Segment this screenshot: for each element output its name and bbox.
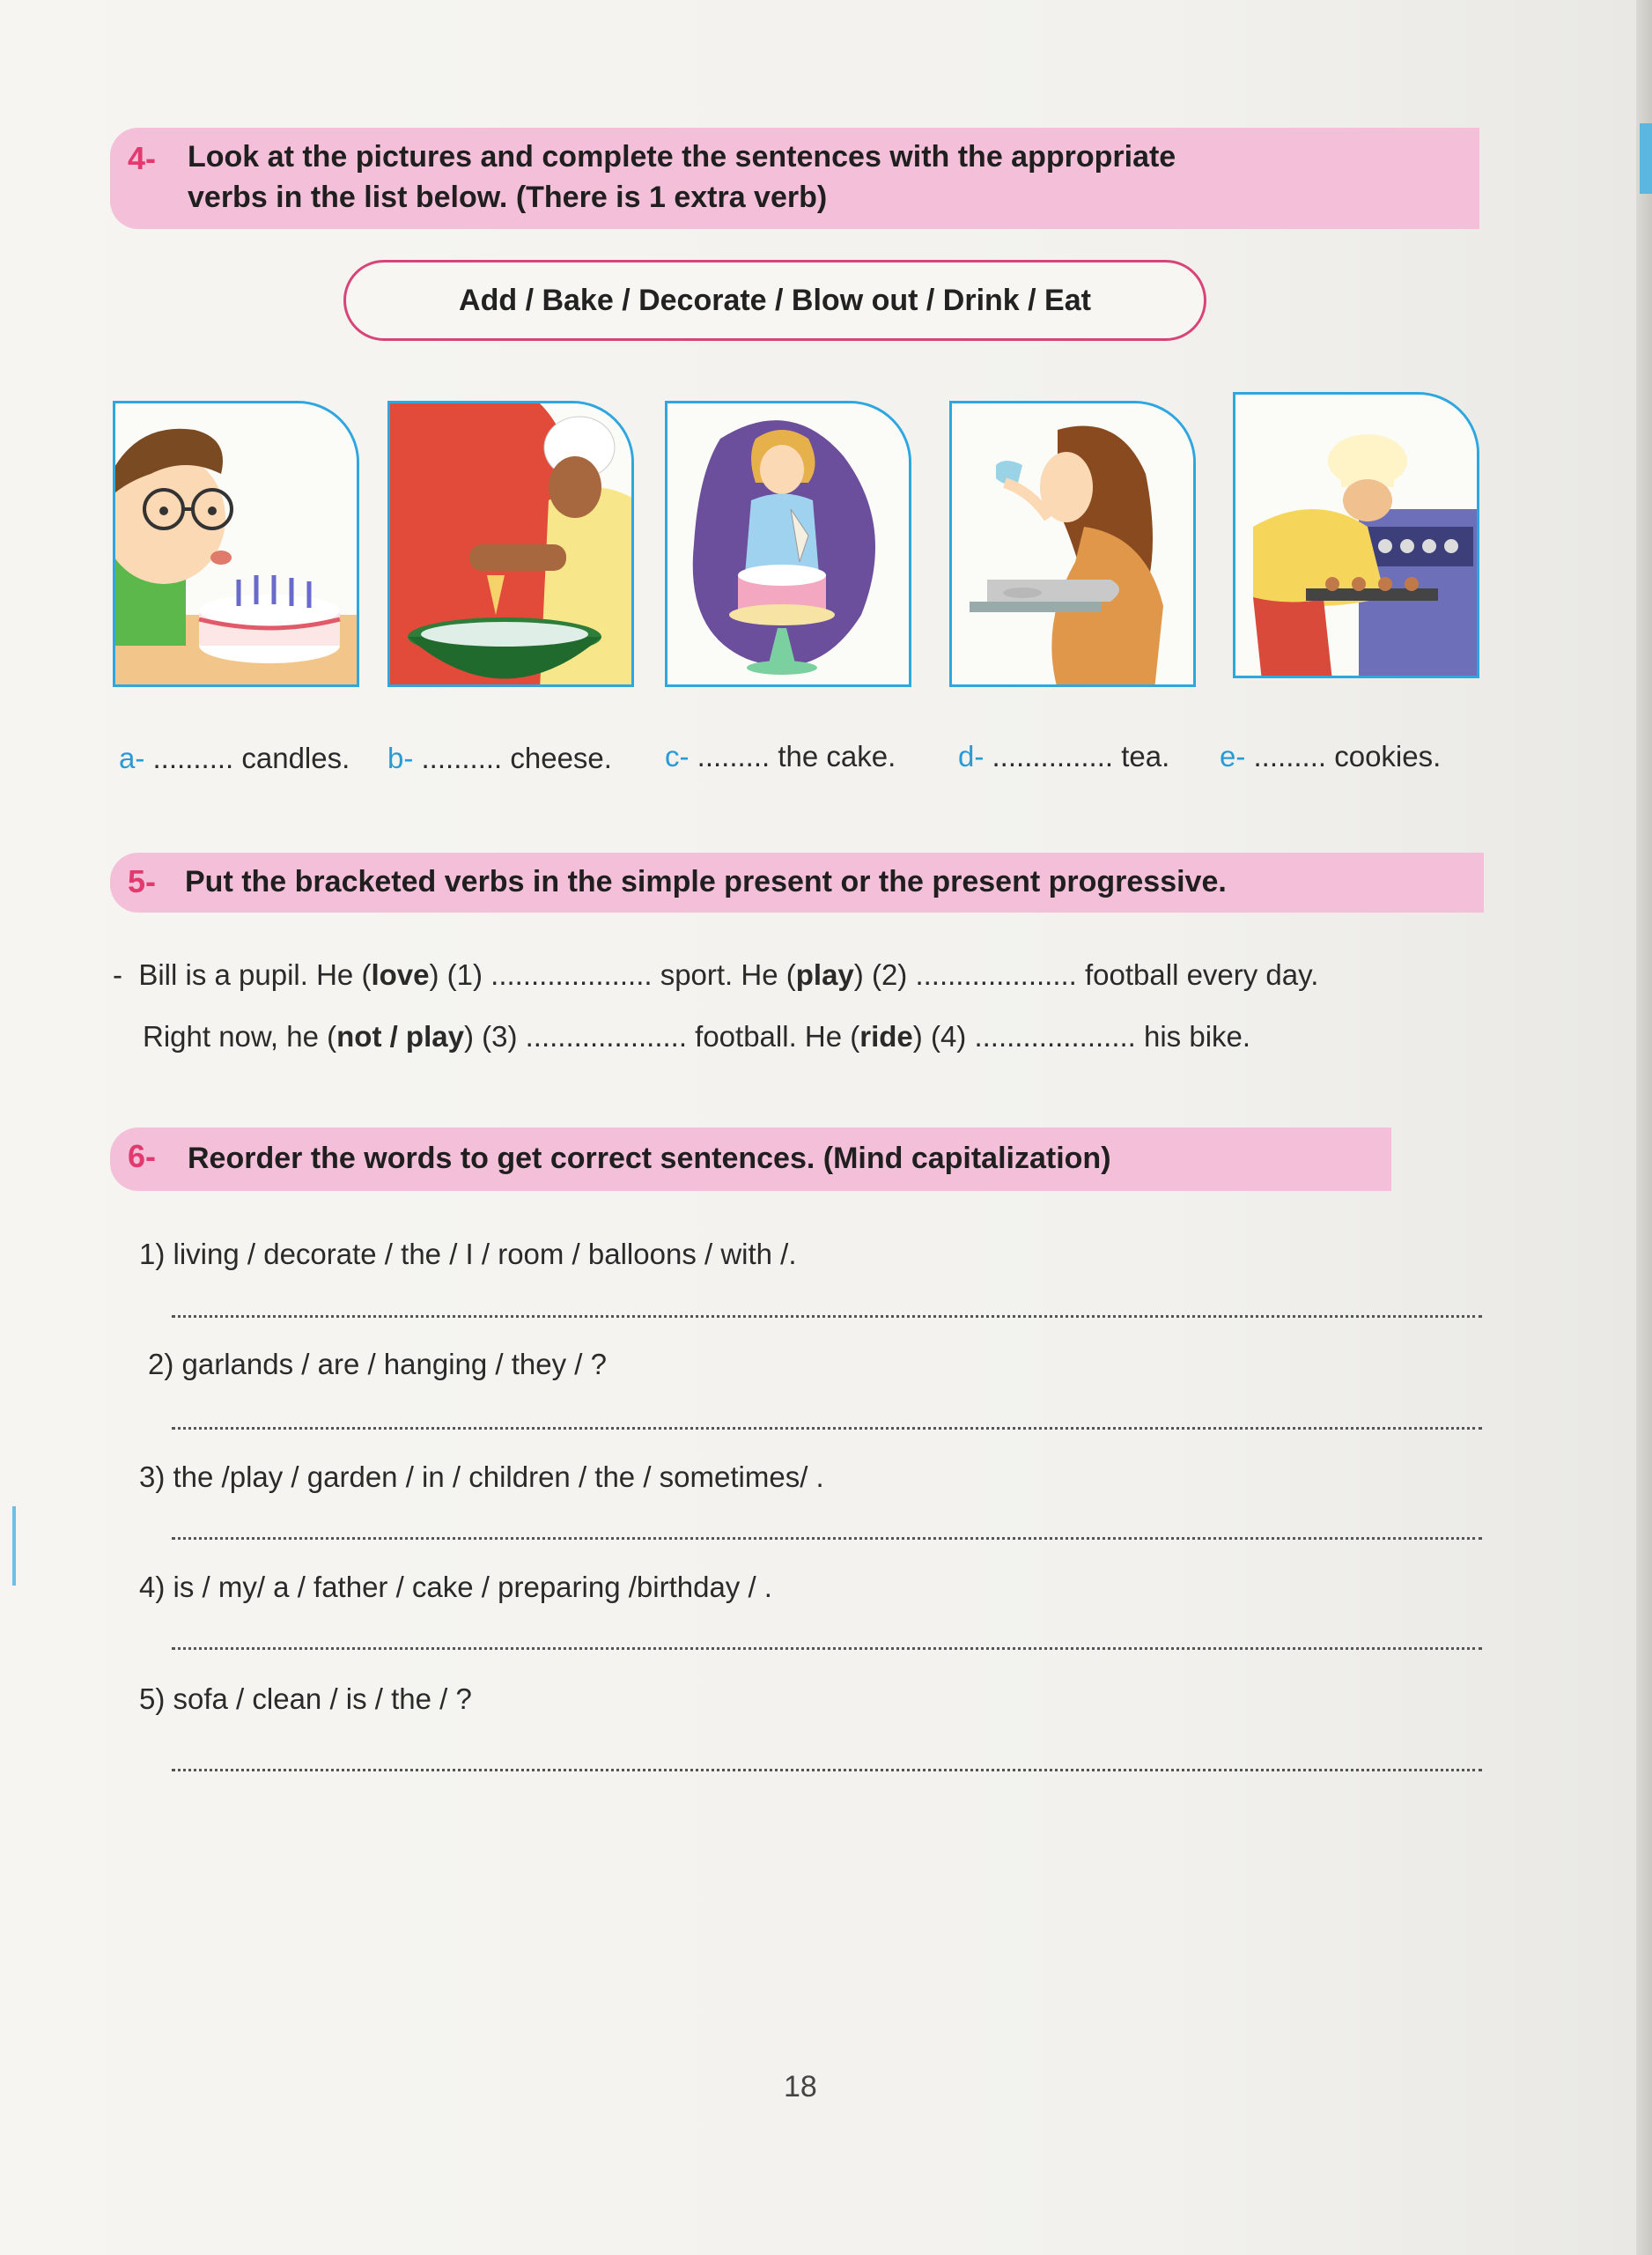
- bracketed-verb: love: [371, 958, 430, 991]
- reorder-item-2: 2) garlands / are / hanging / they / ?: [148, 1348, 607, 1380]
- text-segment: ) (4) .................... his bike.: [912, 1020, 1251, 1053]
- exercise-6-number: 6-: [128, 1138, 157, 1174]
- reorder-item-1: 1) living / decorate / the / I / room / balloons / with /.: [139, 1238, 797, 1270]
- margin-mark: [12, 1506, 16, 1586]
- item-label: e-: [1220, 740, 1246, 773]
- item-text: candles.: [241, 742, 350, 774]
- boy-birthday-cake-picture: [113, 401, 359, 687]
- item-text: cookies.: [1334, 740, 1442, 773]
- answer-line-4[interactable]: [172, 1647, 1482, 1650]
- answer-line-2[interactable]: [172, 1427, 1482, 1430]
- answer-blank[interactable]: ...............: [992, 740, 1114, 773]
- side-tab: [1640, 123, 1652, 194]
- item-label: d-: [958, 740, 985, 773]
- item-label: a-: [119, 742, 145, 774]
- exercise-6-banner: [110, 1128, 1391, 1191]
- exercise-5-line-1: [113, 958, 1318, 992]
- exercise-5-number: 5-: [128, 863, 157, 899]
- reorder-item-3: 3) the /play / garden / in / children / the / sometimes/ .: [139, 1460, 824, 1493]
- instruction-line-1: Look at the pictures and complete the sentences with the appropriate: [188, 140, 1176, 174]
- answer-line-5[interactable]: [172, 1769, 1482, 1771]
- bracketed-verb: not / play: [336, 1020, 464, 1053]
- item-text: the cake.: [778, 740, 896, 773]
- item-label: c-: [665, 740, 690, 773]
- answer-blank[interactable]: .........: [1253, 740, 1327, 773]
- exercise-4-item-a: [119, 742, 350, 775]
- answer-blank[interactable]: .........: [697, 740, 771, 773]
- answer-line-1[interactable]: [172, 1315, 1482, 1318]
- text-segment: Right now, he (: [143, 1020, 337, 1053]
- text-segment: ) (3) .................... football. He (: [463, 1020, 860, 1053]
- exercise-5-line-2: [143, 1020, 1250, 1054]
- answer-blank[interactable]: ..........: [152, 742, 234, 774]
- item-label: b-: [387, 742, 414, 774]
- text-segment: ) (1) .................... sport. He (: [429, 958, 796, 991]
- girl-decorating-cake-picture: [665, 401, 911, 687]
- bracketed-verb: ride: [859, 1020, 913, 1053]
- item-text: tea.: [1121, 740, 1170, 773]
- page-number: 18: [784, 2070, 817, 2103]
- text-segment: Bill is a pupil. He (: [138, 958, 372, 991]
- exercise-4-item-c: [665, 740, 896, 773]
- exercise-4-instruction: [188, 137, 1462, 218]
- bullet-dash: -: [113, 958, 122, 991]
- exercise-4-item-d: [958, 740, 1169, 773]
- exercise-4-number: 4-: [128, 140, 157, 176]
- verb-list: Add / Bake / Decorate / Blow out / Drink / Eat: [459, 283, 1091, 317]
- chef-baking-cookies-picture: [1233, 392, 1479, 678]
- instruction-line-2: verbs in the list below. (There is 1 extra verb): [188, 181, 828, 214]
- exercise-6-instruction: Reorder the words to get correct sentences. (Mind capitalization): [188, 1142, 1111, 1175]
- item-text: cheese.: [510, 742, 612, 774]
- bracketed-verb: play: [795, 958, 854, 991]
- woman-drinking-tea-picture: [949, 401, 1196, 687]
- cook-adding-cheese-picture: [387, 401, 634, 687]
- page-edge: [1636, 0, 1652, 2255]
- verb-list-box: [343, 260, 1206, 341]
- exercise-4-item-b: [387, 742, 612, 775]
- text-segment: ) (2) .................... football every day.: [853, 958, 1319, 991]
- exercise-4-item-e: [1220, 740, 1441, 773]
- answer-line-3[interactable]: [172, 1537, 1482, 1540]
- answer-blank[interactable]: ..........: [421, 742, 503, 774]
- exercise-5-instruction: Put the bracketed verbs in the simple present or the present progressive.: [185, 865, 1227, 898]
- exercise-5-banner: [110, 853, 1484, 913]
- reorder-item-4: 4) is / my/ a / father / cake / preparing /birthday / .: [139, 1571, 772, 1603]
- reorder-item-5: 5) sofa / clean / is / the / ?: [139, 1682, 472, 1715]
- exercise-4-banner: [110, 128, 1479, 229]
